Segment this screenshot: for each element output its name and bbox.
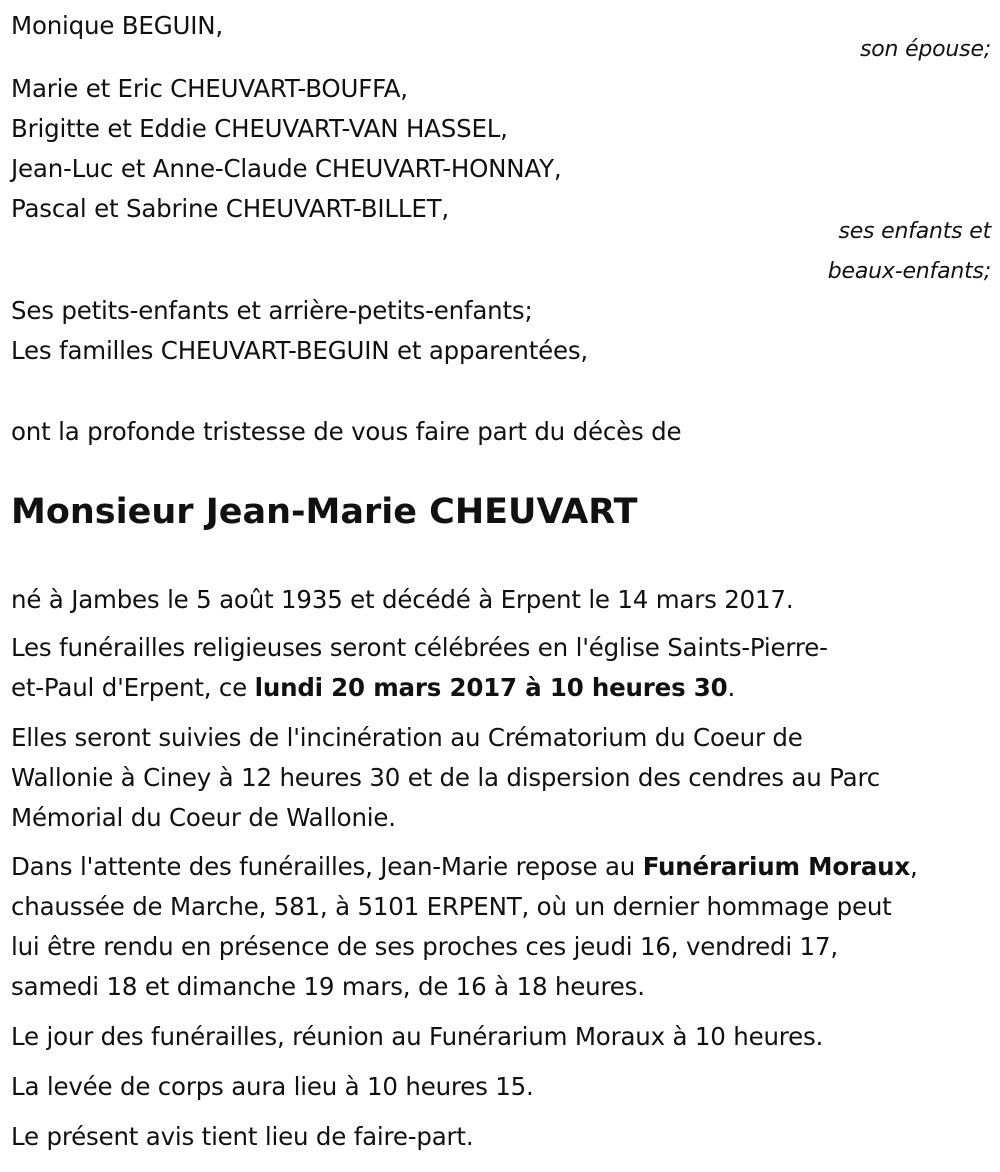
child-line: Pascal et Sabrine CHEUVART-BILLET,: [11, 194, 449, 223]
rest-line: lui être rendu en présence de ses proches ces jeudi 16, vendredi 17,: [11, 932, 838, 961]
rest-paragraph: [11, 847, 918, 1007]
child-line: Jean-Luc et Anne-Claude CHEUVART-HONNAY,: [11, 154, 562, 183]
funerarium-name: Funérarium Moraux: [642, 852, 911, 881]
rest-text: Dans l'attente des funérailles, Jean-Marie repose au: [11, 852, 643, 881]
departure-line: La levée de corps aura lieu à 10 heures 15.: [11, 1072, 534, 1101]
meeting-line: Le jour des funérailles, réunion au Funérarium Moraux à 10 heures.: [11, 1022, 824, 1051]
families-line: Les familles CHEUVART-BEGUIN et apparentées,: [11, 336, 588, 365]
cremation-line: Elles seront suivies de l'incinération au Crématorium du Coeur de: [11, 723, 803, 752]
rest-line: chaussée de Marche, 581, à 5101 ERPENT, où un dernier hommage peut: [11, 892, 892, 921]
children-role-1: ses enfants et: [838, 219, 991, 244]
deceased-name: Monsieur Jean-Marie CHEUVART: [11, 492, 638, 532]
funeral-date: lundi 20 mars 2017 à 10 heures 30: [254, 673, 728, 702]
cremation-paragraph: [11, 718, 880, 838]
grandchildren-line: Ses petits-enfants et arrière-petits-enfants;: [11, 296, 533, 325]
funeral-line: [11, 668, 828, 708]
announcement-line: ont la profonde tristesse de vous faire part du décès de: [11, 417, 682, 446]
rest-comma: ,: [910, 852, 918, 881]
rest-line: samedi 18 et dimanche 19 mars, de 16 à 18 heures.: [11, 972, 645, 1001]
funeral-line: Les funérailles religieuses seront célébrées en l'église Saints-Pierre-: [11, 633, 828, 662]
funeral-period: .: [727, 673, 736, 702]
closing-line: Le présent avis tient lieu de faire-part.: [11, 1122, 474, 1151]
birth-death-line: né à Jambes le 5 août 1935 et décédé à Erpent le 14 mars 2017.: [11, 585, 794, 614]
children-list: [11, 69, 561, 229]
cremation-line: Mémorial du Coeur de Wallonie.: [11, 803, 396, 832]
rest-line: [11, 847, 918, 887]
funeral-paragraph: [11, 628, 828, 708]
spouse-name: Monique BEGUIN,: [11, 11, 223, 40]
spouse-role: son épouse;: [860, 37, 991, 62]
child-line: Marie et Eric CHEUVART-BOUFFA,: [11, 74, 408, 103]
child-line: Brigitte et Eddie CHEUVART-VAN HASSEL,: [11, 114, 508, 143]
children-role-2: beaux-enfants;: [827, 259, 991, 284]
cremation-line: Wallonie à Ciney à 12 heures 30 et de la dispersion des cendres au Parc: [11, 763, 881, 792]
funeral-text: et-Paul d'Erpent, ce: [11, 673, 255, 702]
